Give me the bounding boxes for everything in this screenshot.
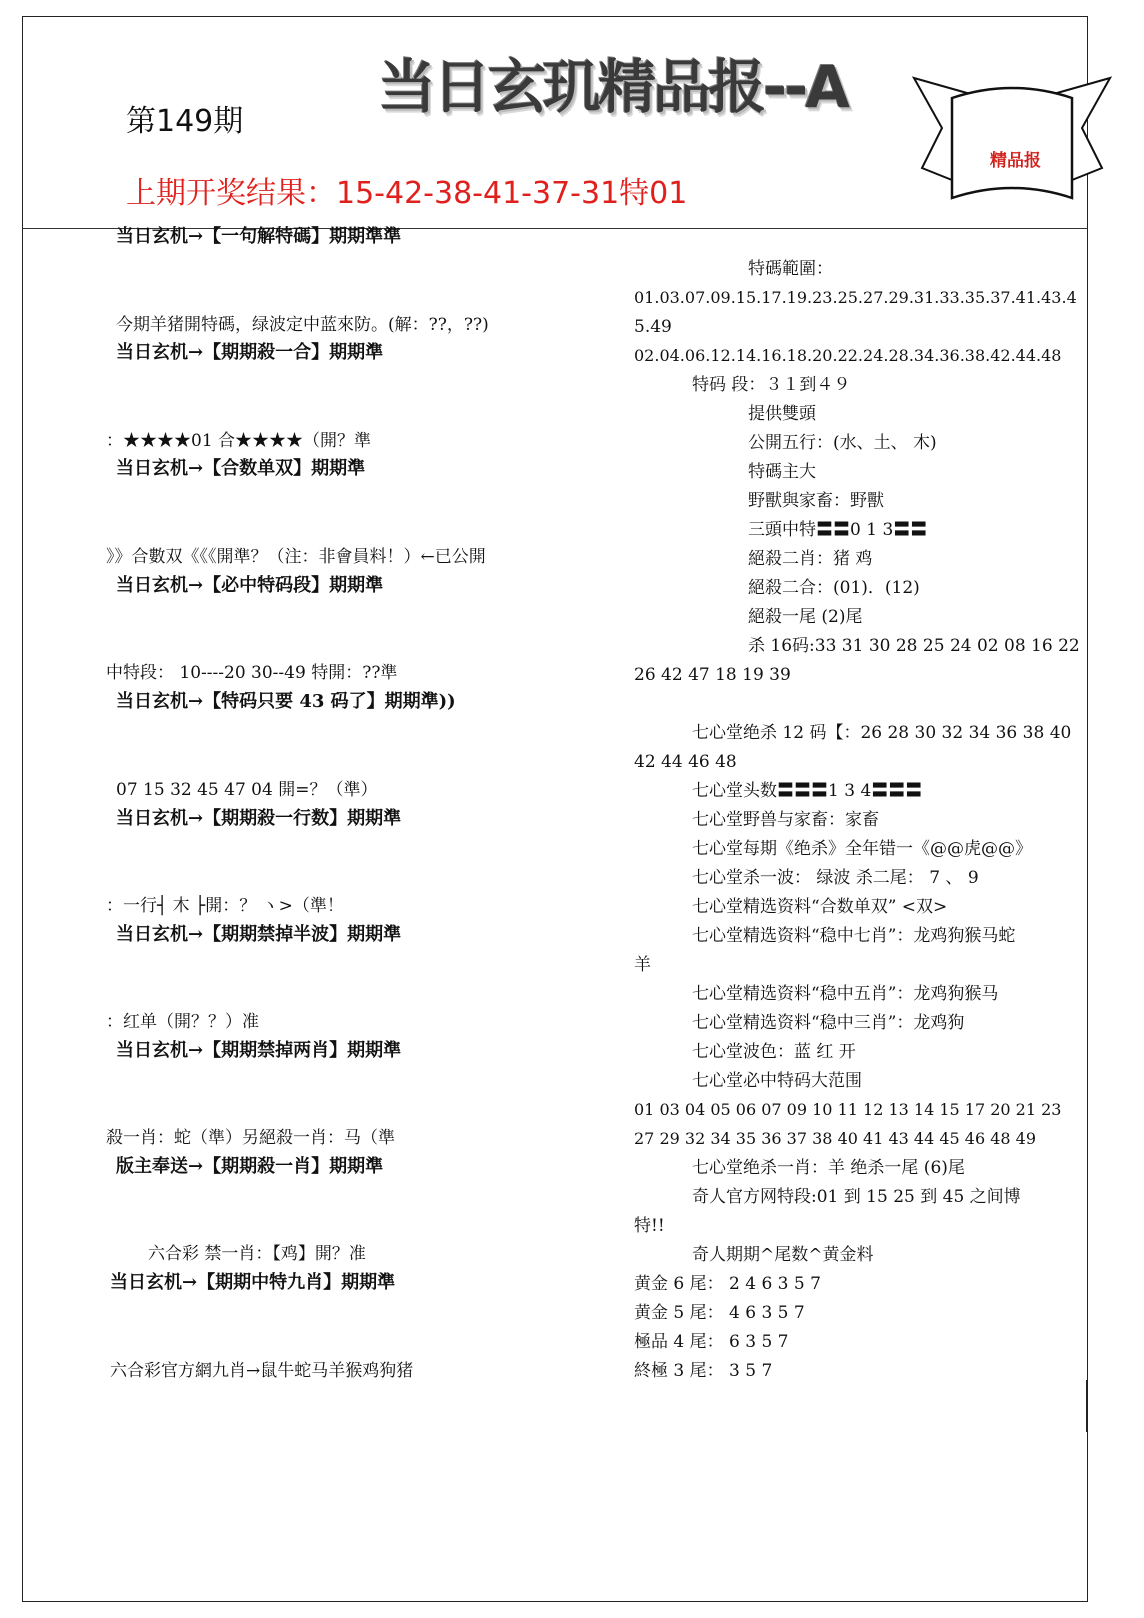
right-line: 特碼主大 [748, 462, 816, 482]
right-line: 42 44 46 48 [634, 752, 737, 772]
left-line: 六合彩 禁一肖：【鸡】開？准 [148, 1244, 366, 1264]
right-line: 七心堂波色：蓝 红 开 [692, 1042, 856, 1062]
left-line: 当日玄机→【合数单双】期期準 [116, 458, 366, 479]
left-line: 当日玄机→【期期中特九肖】期期準 [110, 1272, 396, 1293]
right-line: 七心堂头数〓〓〓1 3 4〓〓〓 [692, 781, 923, 801]
right-line: 七心堂绝杀一肖：羊 绝杀一尾 (6)尾 [692, 1158, 965, 1178]
right-line: 七心堂每期《绝杀》全年错一《@@虎@@》 [692, 839, 1032, 859]
right-line: 七心堂杀一波： 绿波 杀二尾： 7 、 9 [692, 868, 979, 888]
right-line: 黄金 5 尾： 4 6 3 5 7 [634, 1303, 805, 1323]
right-line: 特碼範圍： [748, 259, 833, 279]
right-edge-tick [1086, 1380, 1088, 1432]
right-line: 七心堂精选资料“稳中三肖”：龙鸡狗 [692, 1013, 965, 1033]
right-line: 七心堂野兽与家畜：家畜 [692, 810, 879, 830]
right-line: 杀 16码:33 31 30 28 25 24 02 08 16 22 [748, 636, 1080, 656]
left-line: ：一行┤ 木 ├開：？ ヽ>（準！ [106, 896, 344, 916]
issue-number: 第149期 [126, 104, 244, 139]
right-line: 02.04.06.12.14.16.18.20.22.24.28.34.36.38.42.44.48 [634, 346, 1062, 365]
right-line: 奇人期期^尾数^黄金料 [692, 1245, 874, 1265]
right-line: 七心堂绝杀 12 码【：26 28 30 32 34 36 38 40 [692, 723, 1072, 743]
left-line: 当日玄机→【期期禁掉半波】期期準 [116, 924, 402, 945]
right-line: 三頭中特〓〓0 1 3〓〓 [748, 520, 928, 540]
left-line: ：★★★★01 合★★★★（開？準 [106, 431, 372, 451]
left-line: ：红单（開？？）准 [106, 1012, 259, 1032]
right-line: 絕殺一尾 (2)尾 [748, 607, 863, 627]
ribbon-badge-icon [912, 68, 1112, 218]
right-line: 27 29 32 34 35 36 37 38 40 41 43 44 45 46 48 49 [634, 1129, 1037, 1148]
badge-label: 精品报 [990, 151, 1041, 171]
right-line: 羊 [634, 955, 651, 975]
right-line: 七心堂必中特码大范围 [692, 1071, 862, 1091]
right-line: 七心堂精选资料“稳中七肖”：龙鸡狗猴马蛇 [692, 926, 1016, 946]
right-line: 26 42 47 18 19 39 [634, 665, 791, 685]
right-line: 特码 段：３１到４９ [692, 375, 851, 395]
right-line: 公開五行：(水、土、 木) [748, 433, 937, 453]
right-line: 5.49 [634, 317, 672, 337]
right-line: 奇人官方网特段:01 到 15 25 到 45 之间博 [692, 1187, 1021, 1207]
right-line: 01.03.07.09.15.17.19.23.25.27.29.31.33.35.37.41.43.4 [634, 288, 1077, 307]
last-result: 上期开奖结果：15-42-38-41-37-31特01 [126, 176, 688, 211]
right-line: 特!! [634, 1216, 665, 1236]
left-line: 殺一肖：蛇（準）另絕殺一肖：马（準 [106, 1128, 395, 1148]
right-line: 七心堂精选资料“合数单双” <双> [692, 897, 948, 917]
left-line: 六合彩官方網九肖→鼠牛蛇马羊猴鸡狗猪 [110, 1361, 414, 1381]
right-line: 絕殺二肖：猪 鸡 [748, 549, 873, 569]
right-line: 01 03 04 05 06 07 09 10 11 12 13 14 15 17 20 21 23 [634, 1100, 1062, 1119]
left-line: 当日玄机→【特码只要 43 码了】期期準)) [116, 691, 456, 712]
left-line: 当日玄机→【必中特码段】期期準 [116, 575, 384, 596]
left-line: 今期羊猪開特碼，绿波定中蓝來防。(解：??，??) [116, 315, 489, 335]
right-line: 七心堂精选资料“稳中五肖”：龙鸡狗猴马 [692, 984, 999, 1004]
right-line: 提供雙頭 [748, 404, 816, 424]
left-line: 中特段： 10----20 30--49 特開：??準 [106, 663, 398, 683]
page-title: 当日玄玑精品报--A [378, 53, 848, 121]
right-line: 黄金 6 尾： 2 4 6 3 5 7 [634, 1274, 821, 1294]
left-line: 》》合數双《《《開準？（注：非會員料！）←已公開 [106, 547, 486, 567]
right-line: 終極 3 尾： 3 5 7 [634, 1361, 773, 1381]
left-line: 当日玄机→【期期禁掉两肖】期期準 [116, 1040, 402, 1061]
left-line: 当日玄机→【期期殺一合】期期準 [116, 342, 384, 363]
left-line: 当日玄机→【一句解特碼】期期準準 [116, 226, 402, 247]
right-line: 絕殺二合：(01)．(12) [748, 578, 920, 598]
left-line: 版主奉送→【期期殺一肖】期期準 [116, 1156, 384, 1177]
right-line: 野獸與家畜：野獸 [748, 491, 884, 511]
left-line: 当日玄机→【期期殺一行数】期期準 [116, 808, 402, 829]
right-line: 極品 4 尾： 6 3 5 7 [634, 1332, 789, 1352]
left-line: 07 15 32 45 47 04 開=？（準） [116, 780, 378, 800]
